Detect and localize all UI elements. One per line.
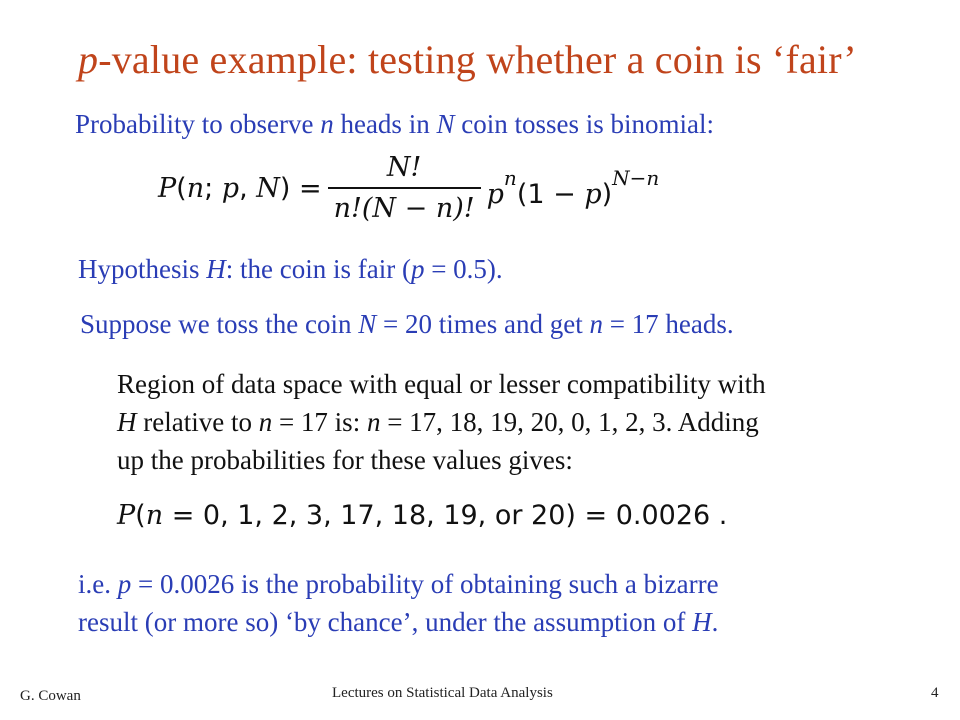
var-N: N [358, 309, 377, 339]
math-p: p [584, 179, 602, 210]
fraction-numerator: N! [328, 152, 481, 189]
page-number: 4 [931, 685, 939, 701]
region-paragraph [117, 365, 766, 479]
pvalue-sum-formula [117, 500, 727, 531]
title-text: -value example: testing whether a coin is ‘fair’ [98, 37, 857, 82]
text-segment: = 20 times and get [376, 309, 590, 339]
math-paren: ( [176, 172, 187, 204]
math-paren: ) [601, 179, 613, 210]
footer-course-title: Lectures on Statistical Data Analysis [332, 685, 553, 701]
math-P: P [117, 500, 136, 531]
formula-rhs [487, 166, 660, 210]
math-N: N [256, 172, 280, 204]
region-line-3: up the probabilities for these values gives: [117, 445, 573, 475]
math-p: p [221, 172, 240, 204]
hypothesis-line [78, 254, 503, 285]
footer-author: G. Cowan [20, 688, 81, 704]
text-segment: = 17 heads. [602, 309, 734, 339]
text-segment: i.e. [78, 569, 118, 599]
math-paren: ) [279, 172, 291, 204]
var-p: p [410, 254, 425, 284]
binomial-intro-line [75, 109, 714, 140]
text-segment: Probability to observe [75, 109, 321, 139]
text-segment: = 0.5). [424, 254, 503, 284]
text-segment: coin tosses is binomial: [454, 109, 714, 139]
region-line-1: Region of data space with equal or lesser compatibility with [117, 369, 766, 399]
math-tail: (1 − [516, 179, 585, 210]
formula-values: = 0, 1, 2, 3, 17, 18, 19, or 20) = 0.0026 . [163, 500, 728, 531]
math-paren: ( [135, 500, 146, 531]
text-segment: Hypothesis [78, 254, 207, 284]
var-H: H [117, 407, 137, 437]
math-n: n [186, 172, 205, 204]
exponent-N-minus-n: N−n [612, 166, 660, 190]
conclusion-paragraph [78, 565, 719, 641]
text-segment: = 17 is: [272, 407, 367, 437]
text-segment: Suppose we toss the coin [80, 309, 359, 339]
text-segment: . [711, 607, 719, 637]
math-P: P [158, 172, 177, 204]
binomial-formula [158, 152, 659, 232]
math-n: n [145, 500, 164, 531]
text-segment: = 17, 18, 19, 20, 0, 1, 2, 3. Adding [380, 407, 759, 437]
text-segment: heads in [333, 109, 437, 139]
var-n: n [589, 309, 603, 339]
region-line-2 [117, 403, 766, 441]
math-p: p [486, 179, 504, 210]
var-n: n [366, 407, 381, 437]
conclusion-line-2 [78, 603, 719, 641]
binomial-coefficient-fraction [328, 152, 481, 224]
var-H: H [692, 607, 712, 637]
var-H: H [206, 254, 226, 284]
toss-scenario-line [80, 309, 734, 340]
var-n: n [258, 407, 273, 437]
math-comma: , [239, 172, 257, 204]
text-segment: result (or more so) ‘by chance’, under the assumption of [78, 607, 693, 637]
math-equals: = [290, 172, 322, 204]
text-segment: relative to [136, 407, 259, 437]
text-segment: = 0.0026 is the probability of obtaining such a bizarre [131, 569, 719, 599]
var-p: p [117, 569, 132, 599]
formula-lhs [158, 173, 322, 204]
conclusion-line-1 [78, 565, 719, 603]
slide-title [78, 36, 857, 83]
title-p-variable: p [78, 37, 99, 82]
text-segment: : the coin is fair ( [225, 254, 411, 284]
var-N: N [436, 109, 455, 139]
var-n: n [320, 109, 334, 139]
fraction-denominator: n!(N − n)! [333, 193, 475, 224]
math-semicolon: ; [204, 172, 222, 204]
exponent-n: n [503, 166, 517, 190]
